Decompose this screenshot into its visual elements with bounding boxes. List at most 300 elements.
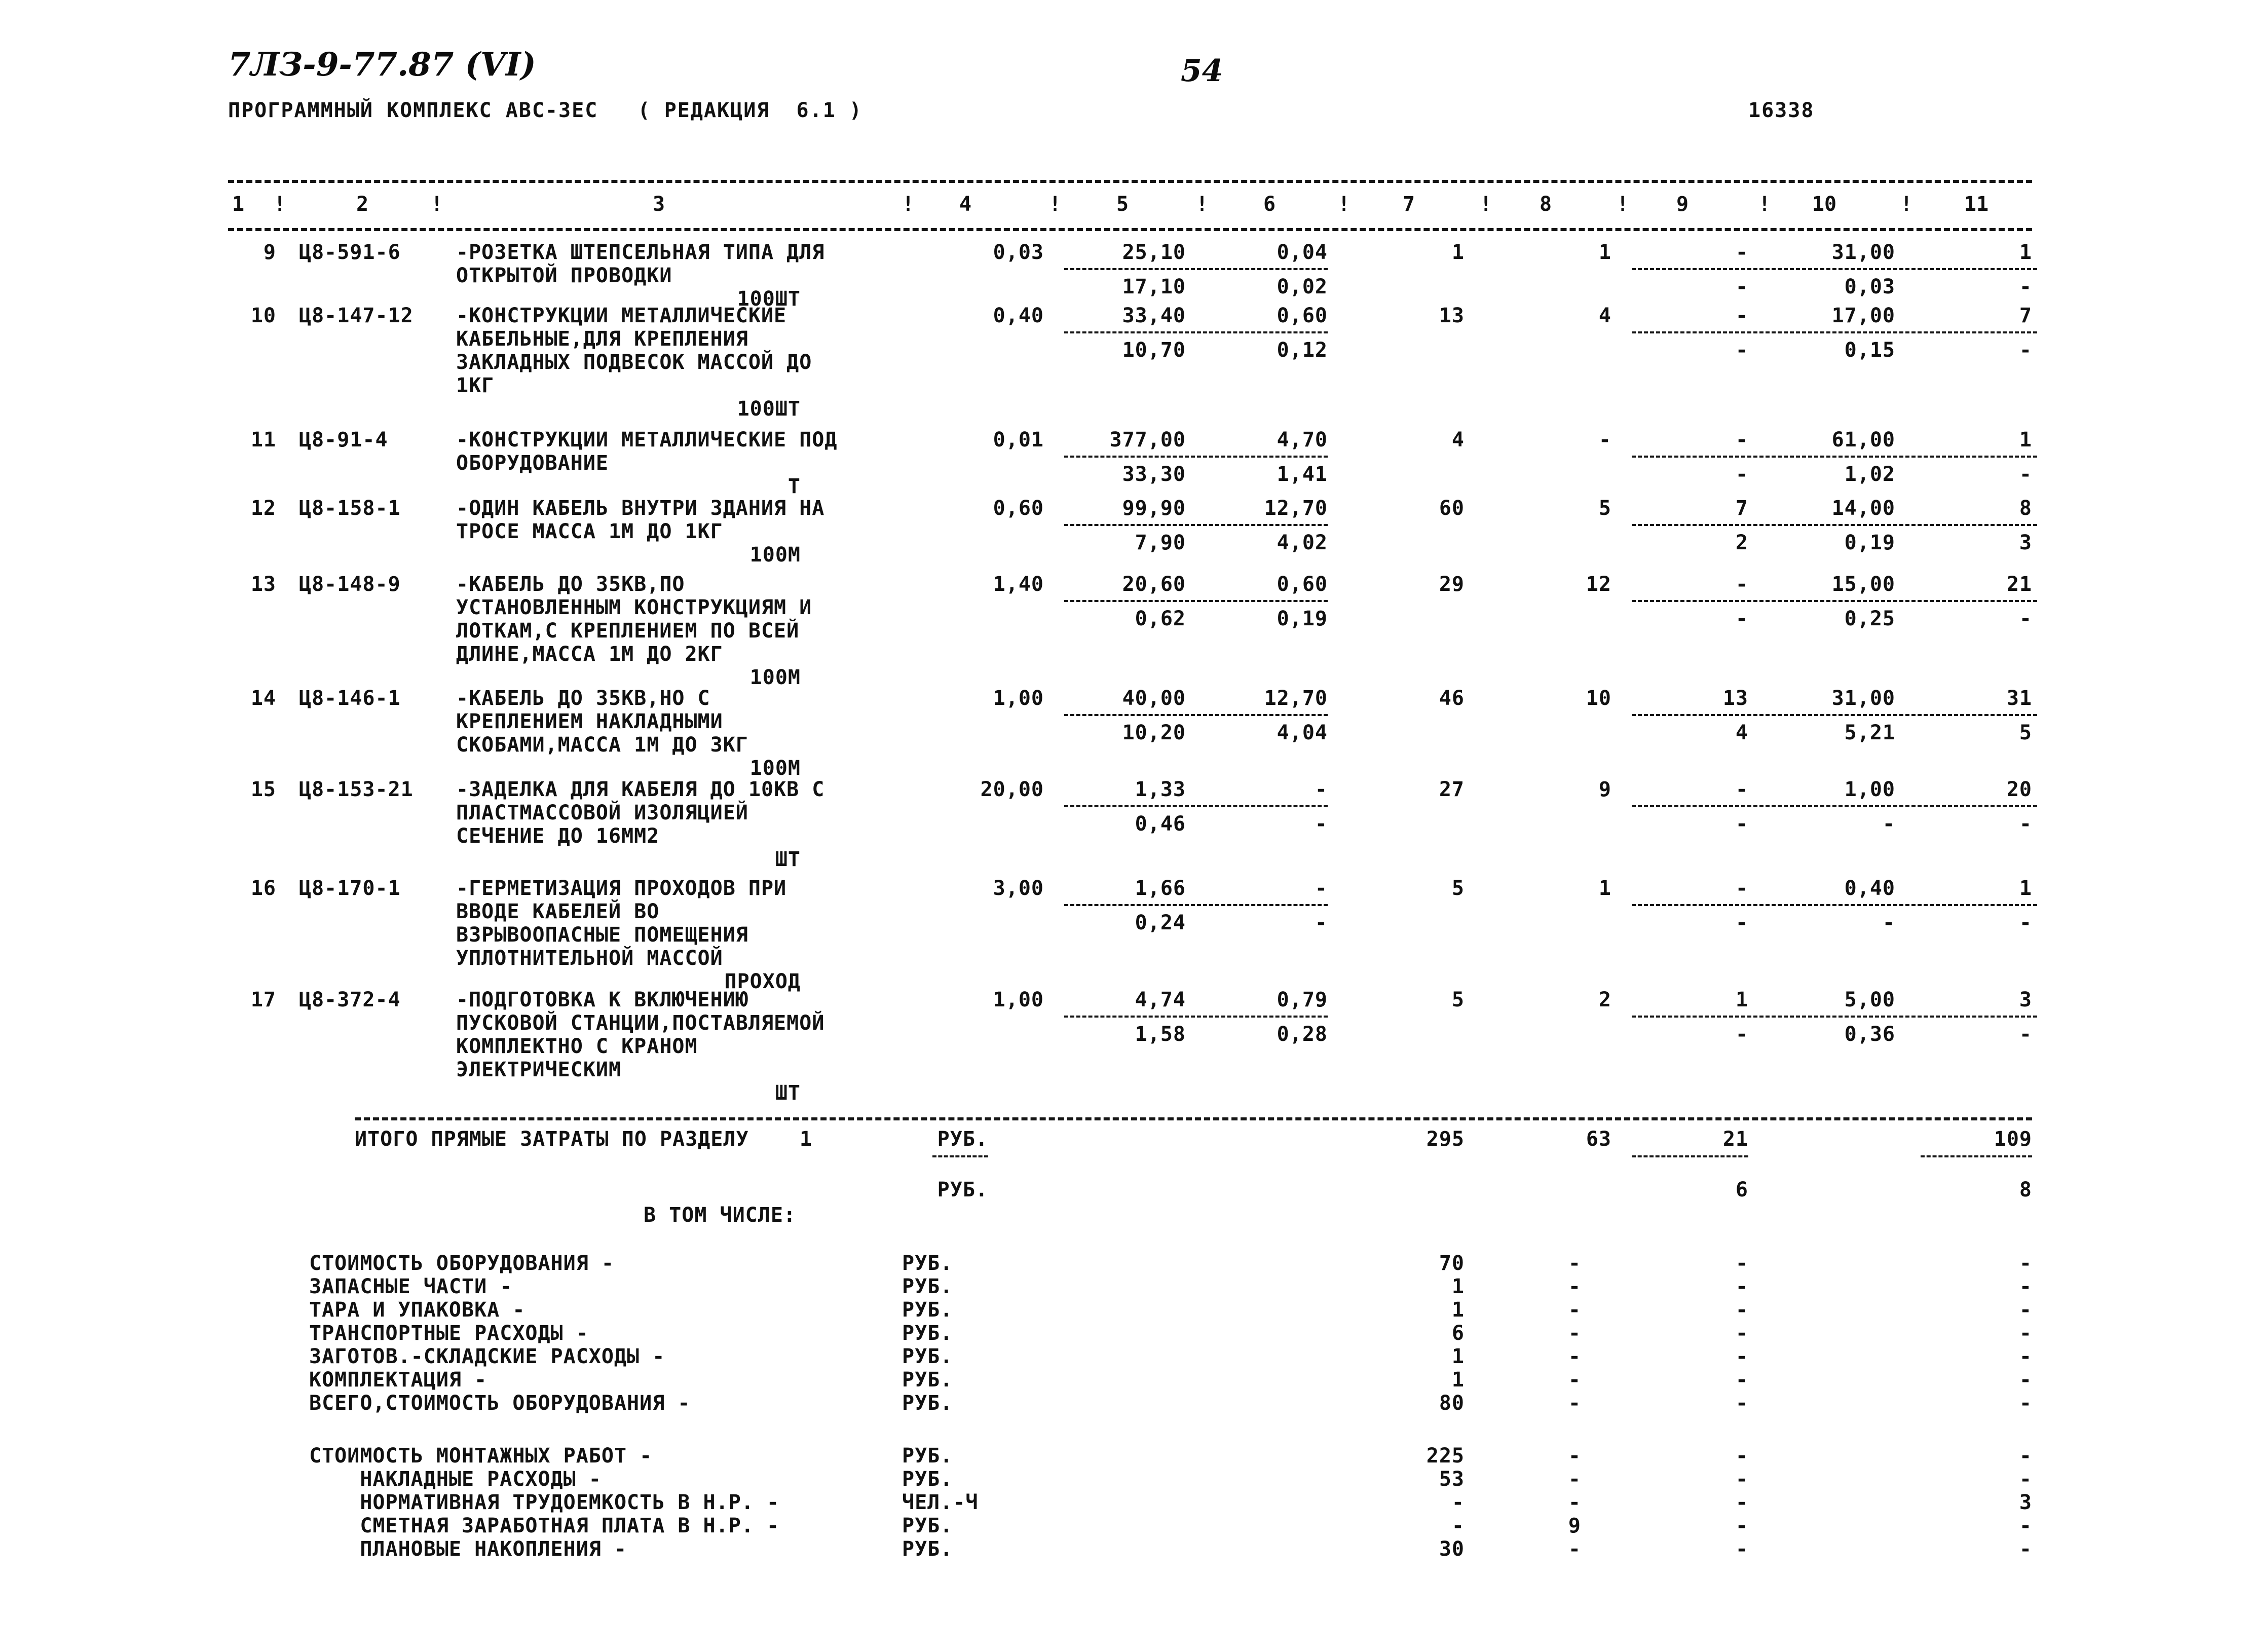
summary-labor: - [2019, 1275, 2032, 1298]
labor-total: 1 [2019, 428, 2032, 452]
rate-code: Ц8-147-12 [299, 304, 414, 327]
quantity: 0,03 [993, 241, 1044, 264]
column-number: 1 [232, 193, 245, 216]
column-separator: ! [274, 193, 286, 216]
work-description: ОТКРЫТОЙ ПРОВОДКИ [456, 264, 672, 287]
unit-cost-operator-wages: 0,02 [1277, 275, 1328, 298]
quantity: 1,00 [993, 988, 1044, 1011]
summary-wages: - [1568, 1322, 1581, 1345]
totals-labor: 109 [1994, 1128, 2032, 1151]
unit-of-measure: 100М [749, 543, 801, 567]
total-wages: 1 [1598, 241, 1611, 264]
total-wages: 5 [1598, 497, 1611, 520]
summary-cost: 225 [1426, 1444, 1465, 1468]
summary-label: ЗАПАСНЫЕ ЧАСТИ - [309, 1275, 513, 1298]
labor-per-unit: 17,00 [1831, 304, 1895, 327]
summary-unit: РУБ. [902, 1322, 953, 1345]
total-wages: 10 [1586, 687, 1611, 710]
quantity: 0,60 [993, 497, 1044, 520]
unit-of-measure: ШТ [775, 1081, 801, 1105]
unit-cost-wages: 1,58 [1135, 1023, 1186, 1046]
summary-cost: 53 [1439, 1468, 1465, 1491]
quantity: 1,40 [993, 573, 1044, 596]
labor-total: 20 [2006, 778, 2032, 801]
summary-labor: - [2019, 1392, 2032, 1415]
summary-label: НАКЛАДНЫЕ РАСХОДЫ - [309, 1468, 602, 1491]
unit-cost: 1,66 [1135, 877, 1186, 900]
operator-labor-total: - [2019, 275, 2032, 298]
summary-machinery: - [1735, 1368, 1748, 1392]
summary-wages: - [1568, 1392, 1581, 1415]
row-number: 14 [250, 687, 276, 710]
summary-wages: 9 [1568, 1514, 1581, 1537]
rate-code: Ц8-170-1 [299, 877, 401, 900]
totals-cost: 295 [1426, 1128, 1465, 1151]
rate-code: Ц8-146-1 [299, 687, 401, 710]
operator-labor-per-unit: 0,19 [1844, 531, 1895, 554]
summary-unit: РУБ. [902, 1275, 953, 1298]
total-wages: 12 [1586, 573, 1611, 596]
summary-machinery: - [1735, 1345, 1748, 1368]
summary-cost: 30 [1439, 1537, 1465, 1561]
unit-cost-operator-wages: 4,02 [1277, 531, 1328, 554]
operator-labor-per-unit: - [1882, 911, 1895, 934]
work-description: -КОНСТРУКЦИИ МЕТАЛЛИЧЕСКИЕ ПОД [456, 428, 838, 452]
rate-code: Ц8-158-1 [299, 497, 401, 520]
subtotal-rule [1064, 268, 1328, 270]
unit-cost-operator-wages: - [1315, 812, 1328, 836]
subtotal-rule [1632, 805, 2037, 807]
summary-cost: 80 [1439, 1392, 1465, 1415]
work-description: -КОНСТРУКЦИИ МЕТАЛЛИЧЕСКИЕ [456, 304, 787, 327]
summary-wages: - [1568, 1444, 1581, 1468]
summary-machinery: - [1735, 1444, 1748, 1468]
column-separator: ! [1338, 193, 1350, 216]
operator-labor-per-unit: 1,02 [1844, 463, 1895, 486]
labor-per-unit: 5,00 [1844, 988, 1895, 1011]
summary-wages: - [1568, 1468, 1581, 1491]
work-description: ТРОСЕ МАССА 1М ДО 1КГ [456, 520, 723, 543]
page-number: 54 [1181, 53, 1223, 89]
total-wages: 4 [1598, 304, 1611, 327]
totals-operator-wages: 6 [1735, 1178, 1748, 1202]
summary-cost: 70 [1439, 1252, 1465, 1275]
operator-labor-total: - [2019, 911, 2032, 934]
operator-labor-per-unit: 0,15 [1844, 339, 1895, 362]
total-machinery: - [1735, 877, 1748, 900]
summary-unit: РУБ. [902, 1514, 953, 1537]
column-number: 6 [1263, 193, 1276, 216]
subtotal-rule [1632, 456, 2037, 458]
unit-cost-wages: 0,24 [1135, 911, 1186, 934]
subtotal-rule [1064, 805, 1328, 807]
total-cost: 27 [1439, 778, 1465, 801]
row-number: 9 [263, 241, 276, 264]
column-separator: ! [1480, 193, 1492, 216]
total-cost: 29 [1439, 573, 1465, 596]
unit-cost: 99,90 [1122, 497, 1186, 520]
work-description: ДЛИНЕ,МАССА 1М ДО 2КГ [456, 643, 723, 666]
total-machinery: 13 [1722, 687, 1748, 710]
total-cost: 4 [1451, 428, 1465, 452]
summary-wages: - [1568, 1537, 1581, 1561]
totals-machinery: 21 [1722, 1128, 1748, 1151]
summary-unit: РУБ. [902, 1537, 953, 1561]
rate-code: Ц8-372-4 [299, 988, 401, 1011]
unit-of-measure: ШТ [775, 848, 801, 871]
totals-unit: РУБ. [937, 1128, 988, 1151]
unit-cost: 40,00 [1122, 687, 1186, 710]
total-machinery: - [1735, 304, 1748, 327]
column-separator: ! [902, 193, 915, 216]
unit-cost-wages: 10,20 [1122, 721, 1186, 744]
unit-cost-machinery: - [1315, 778, 1328, 801]
subtotal-rule [1632, 600, 2037, 602]
summary-wages: - [1568, 1275, 1581, 1298]
column-number: 8 [1539, 193, 1552, 216]
row-number: 16 [250, 877, 276, 900]
unit-cost: 377,00 [1109, 428, 1186, 452]
unit-cost-machinery: 0,04 [1277, 241, 1328, 264]
column-number: 11 [1964, 193, 1989, 216]
unit-cost-wages: 10,70 [1122, 339, 1186, 362]
summary-label: ТАРА И УПАКОВКА - [309, 1298, 526, 1322]
labor-total: 1 [2019, 241, 2032, 264]
unit-cost: 33,40 [1122, 304, 1186, 327]
work-description: -КАБЕЛЬ ДО 35КВ,НО С [456, 687, 710, 710]
totals-unit: РУБ. [937, 1178, 988, 1202]
column-separator: ! [431, 193, 443, 216]
summary-cost: 1 [1451, 1275, 1465, 1298]
subtotal-rule [1064, 331, 1328, 333]
operator-wages: - [1735, 911, 1748, 934]
summary-wages: - [1568, 1368, 1581, 1392]
column-number: 5 [1116, 193, 1129, 216]
summary-machinery: - [1735, 1252, 1748, 1275]
total-cost: 1 [1451, 241, 1465, 264]
row-number: 10 [250, 304, 276, 327]
total-cost: 60 [1439, 497, 1465, 520]
summary-unit: ЧЕЛ.-Ч [902, 1491, 979, 1514]
work-description: 1КГ [456, 374, 495, 397]
totals-rule [355, 1117, 2032, 1120]
operator-labor-total: - [2019, 812, 2032, 836]
rate-code: Ц8-153-21 [299, 778, 414, 801]
column-separator: ! [1617, 193, 1629, 216]
unit-cost-machinery: - [1315, 877, 1328, 900]
program-title: ПРОГРАММНЫЙ КОМПЛЕКС АВС-ЗЕС ( РЕДАКЦИЯ 6.1 ) [228, 99, 862, 122]
work-description: -РОЗЕТКА ШТЕПСЕЛЬНАЯ ТИПА ДЛЯ [456, 241, 825, 264]
total-wages: 1 [1598, 877, 1611, 900]
total-wages: 2 [1598, 988, 1611, 1011]
summary-machinery: - [1735, 1322, 1748, 1345]
unit-cost-machinery: 12,70 [1264, 497, 1328, 520]
work-description: ОБОРУДОВАНИЕ [456, 452, 609, 475]
total-wages: - [1598, 428, 1611, 452]
unit-cost-operator-wages: 1,41 [1277, 463, 1328, 486]
unit-of-measure: 100М [749, 757, 801, 780]
totals-wages: 63 [1586, 1128, 1611, 1151]
unit-cost: 4,74 [1135, 988, 1186, 1011]
unit-cost-machinery: 12,70 [1264, 687, 1328, 710]
summary-label: КОМПЛЕКТАЦИЯ - [309, 1368, 487, 1392]
work-description: -ПОДГОТОВКА К ВКЛЮЧЕНИЮ [456, 988, 748, 1011]
operator-labor-per-unit: 0,36 [1844, 1023, 1895, 1046]
labor-total: 8 [2019, 497, 2032, 520]
labor-per-unit: 1,00 [1844, 778, 1895, 801]
summary-labor: - [2019, 1298, 2032, 1322]
summary-unit: РУБ. [902, 1368, 953, 1392]
total-machinery: - [1735, 241, 1748, 264]
unit-of-measure: 100ШТ [737, 397, 801, 421]
rate-code: Ц8-91-4 [299, 428, 388, 452]
subtotal-rule [1064, 524, 1328, 526]
total-machinery: 1 [1735, 988, 1748, 1011]
unit-cost-machinery: 4,70 [1277, 428, 1328, 452]
unit-cost-machinery: 0,60 [1277, 573, 1328, 596]
work-description: ПУСКОВОЙ СТАНЦИИ,ПОСТАВЛЯЕМОЙ [456, 1011, 825, 1035]
including-heading: В ТОМ ЧИСЛЕ: [644, 1204, 796, 1227]
summary-machinery: - [1735, 1468, 1748, 1491]
work-description: -ОДИН КАБЕЛЬ ВНУТРИ ЗДАНИЯ НА [456, 497, 825, 520]
unit-of-measure: ПРОХОД [724, 970, 801, 993]
column-number: 2 [356, 193, 369, 216]
column-number: 9 [1676, 193, 1689, 216]
work-description: -ЗАДЕЛКА ДЛЯ КАБЕЛЯ ДО 10КВ С [456, 778, 825, 801]
work-description: ВЗРЫВООПАСНЫЕ ПОМЕЩЕНИЯ [456, 923, 748, 947]
summary-label: СМЕТНАЯ ЗАРАБОТНАЯ ПЛАТА В Н.Р. - [309, 1514, 780, 1537]
summary-wages: - [1568, 1491, 1581, 1514]
operator-labor-total: 3 [2019, 531, 2032, 554]
operator-labor-total: - [2019, 1023, 2032, 1046]
totals-label: ИТОГО ПРЯМЫЕ ЗАТРАТЫ ПО РАЗДЕЛУ 1 [355, 1128, 812, 1151]
summary-label: ЗАГОТОВ.-СКЛАДСКИЕ РАСХОДЫ - [309, 1345, 665, 1368]
summary-label: ТРАНСПОРТНЫЕ РАСХОДЫ - [309, 1322, 589, 1345]
row-number: 17 [250, 988, 276, 1011]
total-machinery: - [1735, 573, 1748, 596]
subtotal-rule [1064, 904, 1328, 906]
quantity: 20,00 [980, 778, 1044, 801]
unit-cost-wages: 17,10 [1122, 275, 1186, 298]
work-description: СЕЧЕНИЕ ДО 16ММ2 [456, 824, 660, 848]
operator-labor-total: - [2019, 339, 2032, 362]
summary-labor: - [2019, 1322, 2032, 1345]
work-description: СКОБАМИ,МАССА 1М ДО 3КГ [456, 733, 748, 757]
unit-cost: 1,33 [1135, 778, 1186, 801]
summary-wages: - [1568, 1345, 1581, 1368]
quantity: 1,00 [993, 687, 1044, 710]
work-description: УПЛОТНИТЕЛЬНОЙ МАССОЙ [456, 947, 723, 970]
table-top-rule [228, 180, 2032, 183]
unit-cost: 25,10 [1122, 241, 1186, 264]
summary-cost: 1 [1451, 1298, 1465, 1322]
summary-machinery: - [1735, 1491, 1748, 1514]
summary-labor: - [2019, 1252, 2032, 1275]
summary-cost: - [1451, 1491, 1465, 1514]
summary-cost: 6 [1451, 1322, 1465, 1345]
unit-cost-operator-wages: - [1315, 911, 1328, 934]
operator-labor-total: - [2019, 607, 2032, 630]
work-description: КАБЕЛЬНЫЕ,ДЛЯ КРЕПЛЕНИЯ [456, 327, 748, 351]
summary-labor: 3 [2019, 1491, 2032, 1514]
summary-labor: - [2019, 1444, 2032, 1468]
summary-label: СТОИМОСТЬ ОБОРУДОВАНИЯ - [309, 1252, 614, 1275]
totals-unit-rule [932, 1155, 988, 1157]
unit-cost-machinery: 0,79 [1277, 988, 1328, 1011]
subtotal-rule [1064, 714, 1328, 716]
work-description: ПЛАСТМАССОВОЙ ИЗОЛЯЦИЕЙ [456, 801, 748, 824]
sheet-id: 16338 [1748, 99, 1815, 122]
summary-labor: - [2019, 1368, 2032, 1392]
total-wages: 9 [1598, 778, 1611, 801]
subtotal-rule [1632, 268, 2037, 270]
operator-wages: - [1735, 275, 1748, 298]
subtotal-rule [1632, 331, 2037, 333]
work-description: ЭЛЕКТРИЧЕСКИМ [456, 1058, 622, 1081]
work-description: -КАБЕЛЬ ДО 35КВ,ПО [456, 573, 685, 596]
column-separator: ! [1049, 193, 1062, 216]
operator-wages: - [1735, 339, 1748, 362]
operator-wages: - [1735, 812, 1748, 836]
summary-label: НОРМАТИВНАЯ ТРУДОЕМКОСТЬ В Н.Р. - [309, 1491, 780, 1514]
subtotal-rule [1064, 600, 1328, 602]
summary-unit: РУБ. [902, 1392, 953, 1415]
labor-per-unit: 31,00 [1831, 241, 1895, 264]
labor-total: 3 [2019, 988, 2032, 1011]
operator-wages: - [1735, 463, 1748, 486]
unit-cost-operator-wages: 0,19 [1277, 607, 1328, 630]
total-machinery: - [1735, 778, 1748, 801]
total-cost: 13 [1439, 304, 1465, 327]
rate-code: Ц8-591-6 [299, 241, 401, 264]
total-machinery: 7 [1735, 497, 1748, 520]
summary-labor: - [2019, 1537, 2032, 1561]
labor-per-unit: 0,40 [1844, 877, 1895, 900]
column-separator: ! [1900, 193, 1913, 216]
summary-label: ВСЕГО,СТОИМОСТЬ ОБОРУДОВАНИЯ - [309, 1392, 691, 1415]
summary-label: СТОИМОСТЬ МОНТАЖНЫХ РАБОТ - [309, 1444, 653, 1468]
work-description: КРЕПЛЕНИЕМ НАКЛАДНЫМИ [456, 710, 723, 733]
summary-unit: РУБ. [902, 1468, 953, 1491]
subtotal-rule [1064, 456, 1328, 458]
row-number: 15 [250, 778, 276, 801]
total-machinery: - [1735, 428, 1748, 452]
work-description: ЛОТКАМ,С КРЕПЛЕНИЕМ ПО ВСЕЙ [456, 619, 800, 643]
work-description: КОМПЛЕКТНО С КРАНОМ [456, 1035, 698, 1058]
column-number: 3 [652, 193, 665, 216]
document-code: 7ЛЗ-9-77.87 (VI) [228, 46, 536, 84]
summary-unit: РУБ. [902, 1345, 953, 1368]
unit-cost-operator-wages: 0,12 [1277, 339, 1328, 362]
unit-cost-wages: 0,46 [1135, 812, 1186, 836]
summary-labor: - [2019, 1514, 2032, 1537]
column-number: 10 [1812, 193, 1837, 216]
column-separator: ! [1196, 193, 1209, 216]
summary-unit: РУБ. [902, 1252, 953, 1275]
quantity: 0,40 [993, 304, 1044, 327]
summary-cost: - [1451, 1514, 1465, 1537]
subtotal-rule [1632, 524, 2037, 526]
operator-wages: 4 [1735, 721, 1748, 744]
summary-machinery: - [1735, 1298, 1748, 1322]
unit-cost-machinery: 0,60 [1277, 304, 1328, 327]
operator-labor-per-unit: - [1882, 812, 1895, 836]
labor-total: 21 [2006, 573, 2032, 596]
summary-unit: РУБ. [902, 1444, 953, 1468]
table-header-rule [228, 228, 2032, 231]
operator-labor-per-unit: 0,25 [1844, 607, 1895, 630]
unit-cost-wages: 33,30 [1122, 463, 1186, 486]
subtotal-rule [1632, 904, 2037, 906]
summary-label: ПЛАНОВЫЕ НАКОПЛЕНИЯ - [309, 1537, 627, 1561]
operator-wages: - [1735, 607, 1748, 630]
summary-cost: 1 [1451, 1368, 1465, 1392]
row-number: 11 [250, 428, 276, 452]
column-number: 4 [959, 193, 972, 216]
column-number: 7 [1402, 193, 1415, 216]
operator-labor-per-unit: 0,03 [1844, 275, 1895, 298]
total-cost: 46 [1439, 687, 1465, 710]
subtotal-rule [1632, 1016, 2037, 1018]
unit-of-measure: 100М [749, 666, 801, 689]
subtotal-rule [1632, 714, 2037, 716]
work-description: УСТАНОВЛЕННЫМ КОНСТРУКЦИЯМ И [456, 596, 812, 619]
unit-of-measure: 100ШТ [737, 287, 801, 311]
row-number: 13 [250, 573, 276, 596]
column-separator: ! [1758, 193, 1771, 216]
operator-labor-total: - [2019, 463, 2032, 486]
labor-total: 31 [2006, 687, 2032, 710]
unit-cost-wages: 7,90 [1135, 531, 1186, 554]
quantity: 3,00 [993, 877, 1044, 900]
summary-machinery: - [1735, 1537, 1748, 1561]
summary-wages: - [1568, 1252, 1581, 1275]
unit-cost-operator-wages: 4,04 [1277, 721, 1328, 744]
summary-machinery: - [1735, 1275, 1748, 1298]
summary-cost: 1 [1451, 1345, 1465, 1368]
summary-machinery: - [1735, 1514, 1748, 1537]
rate-code: Ц8-148-9 [299, 573, 401, 596]
unit-cost-operator-wages: 0,28 [1277, 1023, 1328, 1046]
totals-subrule [1921, 1155, 2032, 1157]
summary-wages: - [1568, 1298, 1581, 1322]
unit-cost: 20,60 [1122, 573, 1186, 596]
labor-total: 7 [2019, 304, 2032, 327]
total-cost: 5 [1451, 877, 1465, 900]
totals-operator-labor: 8 [2019, 1178, 2032, 1202]
labor-per-unit: 61,00 [1831, 428, 1895, 452]
work-description: ЗАКЛАДНЫХ ПОДВЕСОК МАССОЙ ДО [456, 351, 812, 374]
operator-wages: 2 [1735, 531, 1748, 554]
labor-per-unit: 14,00 [1831, 497, 1895, 520]
labor-per-unit: 15,00 [1831, 573, 1895, 596]
unit-of-measure: Т [787, 475, 801, 498]
summary-labor: - [2019, 1468, 2032, 1491]
total-cost: 5 [1451, 988, 1465, 1011]
labor-per-unit: 31,00 [1831, 687, 1895, 710]
operator-labor-per-unit: 5,21 [1844, 721, 1895, 744]
work-description: -ГЕРМЕТИЗАЦИЯ ПРОХОДОВ ПРИ [456, 877, 787, 900]
totals-subrule [1632, 1155, 1748, 1157]
subtotal-rule [1064, 1016, 1328, 1018]
operator-labor-total: 5 [2019, 721, 2032, 744]
quantity: 0,01 [993, 428, 1044, 452]
row-number: 12 [250, 497, 276, 520]
operator-wages: - [1735, 1023, 1748, 1046]
summary-labor: - [2019, 1345, 2032, 1368]
summary-machinery: - [1735, 1392, 1748, 1415]
summary-unit: РУБ. [902, 1298, 953, 1322]
